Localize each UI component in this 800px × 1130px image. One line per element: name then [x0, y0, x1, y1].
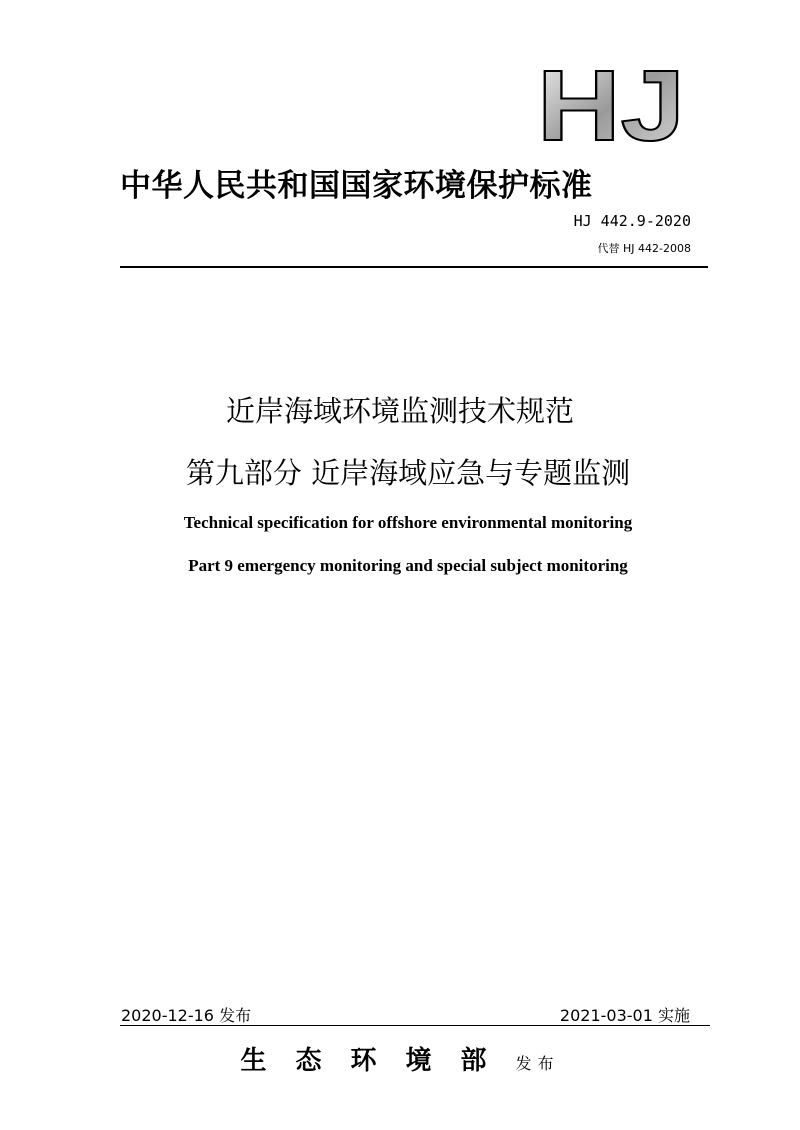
standard-category: 中华人民共和国国家环境保护标准: [120, 168, 593, 204]
publisher-name: 生态环境部: [240, 1046, 516, 1076]
hj-logo: [537, 62, 687, 144]
replaces-note: 代替 HJ 442-2008: [597, 242, 691, 255]
issue-date: 2020-12-16 发布: [121, 1006, 252, 1025]
title-english-line2: Part 9 emergency monitoring and special subject monitoring: [188, 556, 628, 575]
svg-text:HJ: HJ: [537, 62, 685, 144]
title-english-line1: Technical specification for offshore environmental monitoring: [183, 513, 633, 532]
title-chinese-line2: 第九部分 近岸海域应急与专题监测: [185, 456, 631, 490]
implementation-date: 2021-03-01 实施: [559, 1006, 690, 1025]
publisher-suffix: 发布: [515, 1054, 560, 1073]
title-chinese-line1: 近岸海域环境监测技术规范: [225, 394, 574, 428]
publisher: [0, 1040, 800, 1077]
standard-number: HJ 442.9-2020: [573, 212, 691, 230]
footer-divider: [120, 1025, 710, 1026]
header-divider: [120, 266, 708, 268]
